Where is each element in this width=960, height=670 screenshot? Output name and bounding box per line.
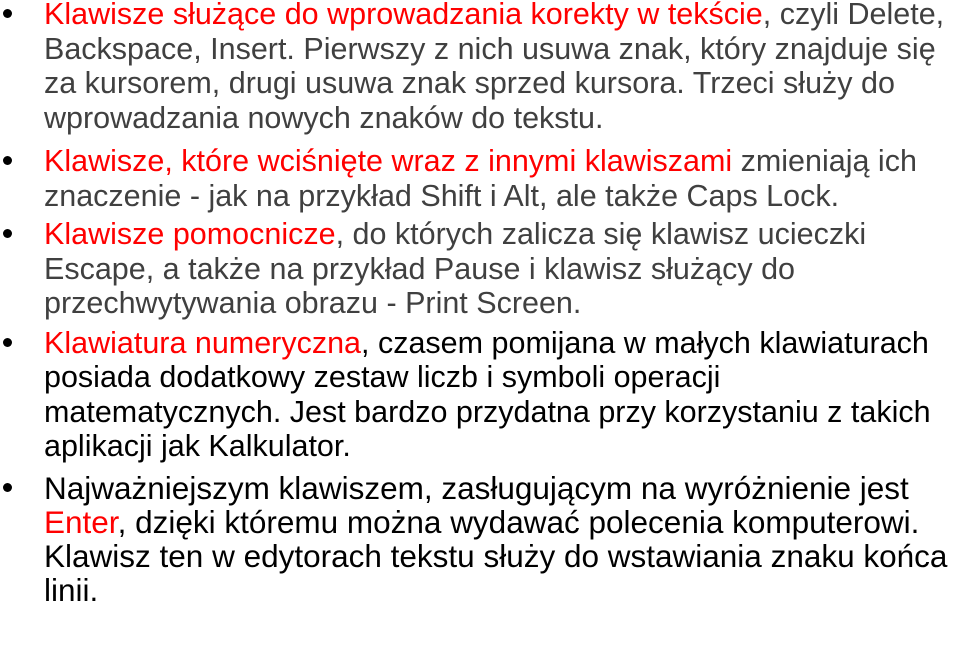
bullet-item-helper-keys (44, 217, 954, 321)
bullet-highlight: Klawisze pomocnicze (44, 217, 336, 251)
bullet-item-correction-keys (44, 0, 954, 135)
bullet-text: zmieniają ich znaczenie - jak na przykład Shift i Alt, ale także Caps Lock. (44, 144, 917, 213)
bullet-dot (3, 338, 12, 347)
bullet-dot (3, 156, 12, 165)
bullet-highlight: Klawiatura numeryczna (44, 325, 362, 360)
bullet-highlight: Klawisze służące do wprowadzania korekty w tekście (44, 0, 763, 31)
bullet-text: , dzięki któremu można wydawać polecenia komputerowi. Klawisz ten w edytorach tekstu służy do wstawiania znaku końca linii. (44, 503, 948, 608)
bullet-item-modifier-keys (44, 144, 954, 213)
bullet-item-numeric-keypad (44, 326, 954, 464)
bullet-dot (3, 9, 12, 18)
bullet-text-before: Najważniejszym klawiszem, zasługującym na wyróżnienie jest (44, 469, 909, 506)
bullet-highlight: Enter (44, 503, 118, 540)
bullet-text: , czyli Delete, Backspace, Insert. Pierwszy z nich usuwa znak, który znajduje się za kursorem, drugi usuwa znak sprzed kursora. Trzeci służy do wprowadzania nowych znaków do tekstu. (44, 0, 945, 135)
bullet-dot (3, 229, 12, 238)
bullet-text: , do których zalicza się klawisz ucieczki Escape, a także na przykład Pause i klawisz służący do przechwytywania obrazu - Print Screen. (44, 217, 867, 320)
bullet-item-enter-key (44, 471, 954, 607)
bullet-text: , czasem pomijana w małych klawiaturach posiada dodatkowy zestaw liczb i symboli operacji matematycznych. Jest bardzo przydatna przy korzystaniu z takich aplikacji jak Kalkulator. (44, 325, 931, 463)
bullet-list (44, 0, 954, 607)
bullet-dot (3, 483, 12, 492)
bullet-highlight: Klawisze, które wciśnięte wraz z innymi klawiszami (44, 144, 733, 178)
